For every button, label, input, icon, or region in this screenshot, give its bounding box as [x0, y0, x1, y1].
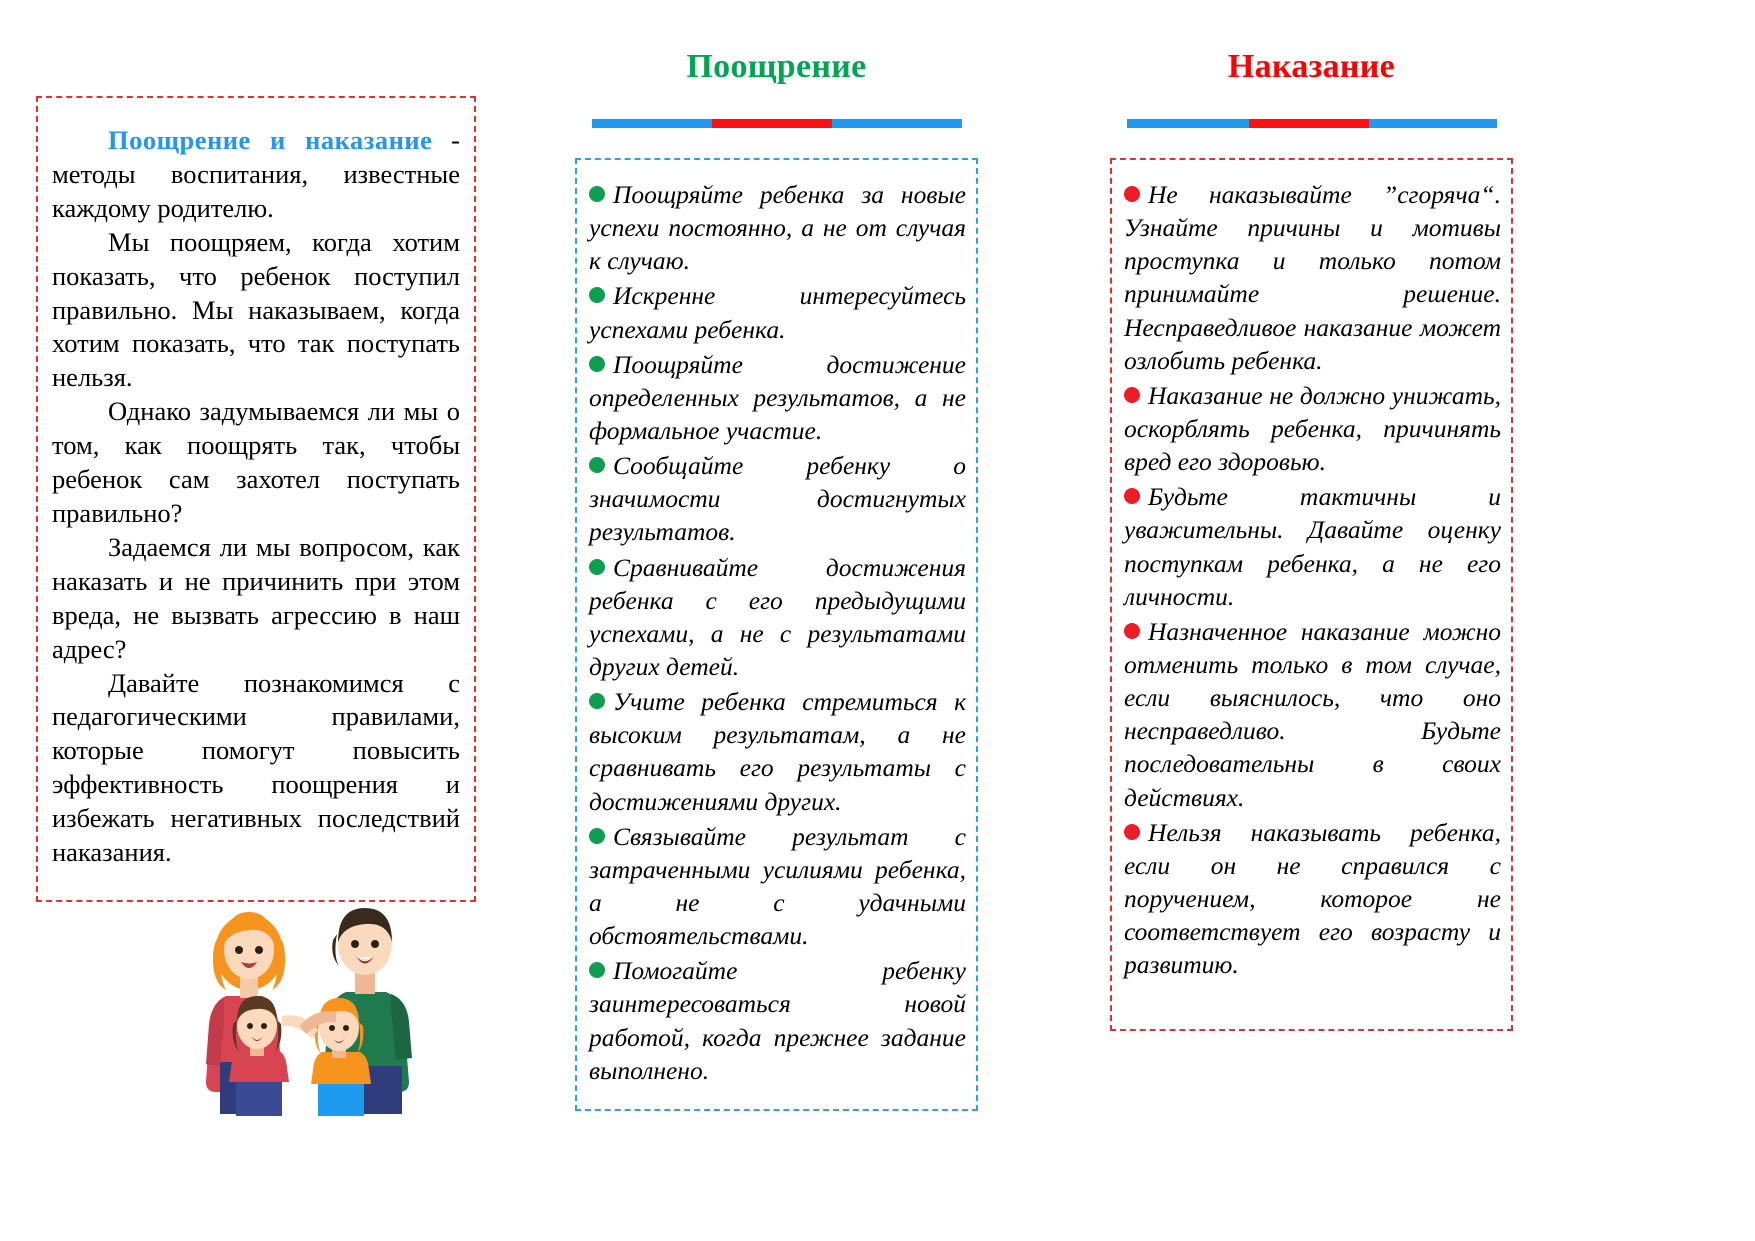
- bullet-dot-icon: [589, 457, 605, 473]
- divider-segment-blue-left: [592, 119, 712, 128]
- tip-text: Связывайте результат с затраченными усилиями ребенка, а не с удачными обстоятельствами.: [589, 821, 966, 951]
- tip-text: Поощряйте ребенка за новые успехи постоянно, а не от случая к случаю.: [589, 180, 966, 276]
- bullet-dot-icon: [1124, 824, 1140, 840]
- tip-item: [1124, 816, 1501, 982]
- tip-text: Помогайте ребенку заинтересоваться новой работой, когда прежнее задание выполнено.: [589, 956, 966, 1085]
- punishment-divider: [1127, 119, 1497, 128]
- intro-text-box: [36, 96, 476, 902]
- bullet-dot-icon: [589, 287, 605, 303]
- bullet-dot-icon: [589, 693, 605, 709]
- divider-segment-blue-right: [1369, 119, 1497, 128]
- encouragement-divider: [592, 119, 962, 128]
- tip-item: [1124, 615, 1501, 814]
- bullet-dot-icon: [1124, 387, 1140, 403]
- tip-item: [589, 279, 966, 345]
- encouragement-tips-box: [575, 158, 978, 1111]
- tip-item: [589, 820, 966, 953]
- tip-text: Поощряйте достижение определенных результатов, а не формальное участие.: [589, 349, 966, 445]
- tip-item: [1124, 178, 1501, 377]
- intro-paragraph-5: Давайте познакомимся с педагогическими правилами, которые помогут повысить эффективность поощрения и избежать негативных последствий наказания.: [52, 667, 460, 868]
- bullet-dot-icon: [1124, 186, 1140, 202]
- child-left-figure: [229, 996, 289, 1116]
- tip-item: [589, 178, 966, 277]
- tip-item: [589, 685, 966, 818]
- bullet-dot-icon: [1124, 488, 1140, 504]
- middle-column: [575, 158, 978, 1111]
- tip-text: Нельзя наказывать ребенка, если он не справился с поручением, которое не соответствует его возрасту и развитию.: [1124, 817, 1501, 980]
- bullet-dot-icon: [589, 962, 605, 978]
- divider-segment-red: [712, 119, 832, 128]
- divider-segment-blue-right: [832, 119, 962, 128]
- punishment-tips-box: [1110, 158, 1513, 1031]
- encouragement-header: [575, 48, 978, 128]
- tip-text: Назначенное наказание можно отменить только в том случае, если выяснилось, что оно несправедливо. Будьте последовательны в своих действиях.: [1124, 616, 1501, 812]
- tip-text: Искренне интересуйтесь успехами ребенка.: [589, 281, 966, 344]
- tip-item: [589, 551, 966, 684]
- tip-text: Учите ребенка стремиться к высоким результатам, а не сравнивать его результаты с достижениями других.: [589, 687, 966, 816]
- intro-paragraph-2: Мы поощряем, когда хотим показать, что ребенок поступил правильно. Мы наказываем, когда хотим показать, что так поступать нельзя.: [52, 226, 460, 393]
- bullet-dot-icon: [589, 559, 605, 575]
- tip-item: [589, 449, 966, 548]
- tip-item: [1124, 379, 1501, 478]
- punishment-title: Наказание: [1227, 48, 1396, 85]
- intro-paragraph-3: Однако задумываемся ли мы о том, как поощрять так, чтобы ребенок сам захотел поступать правильно?: [52, 396, 460, 528]
- tip-text: Сравнивайте достижения ребенка с его предыдущими успехами, а не с результатами других детей.: [589, 552, 966, 681]
- intro-paragraph-4: Задаемся ли мы вопросом, как наказать и не причинить при этом вреда, не вызвать агрессию в наш адрес?: [52, 531, 460, 664]
- left-column: [36, 96, 476, 902]
- tip-item: [589, 348, 966, 447]
- intro-lead-dash: -: [432, 125, 461, 155]
- punishment-header: [1110, 48, 1513, 128]
- encouragement-title: Поощрение: [686, 48, 867, 85]
- bullet-dot-icon: [1124, 623, 1140, 639]
- bullet-dot-icon: [589, 356, 605, 372]
- family-illustration: [186, 866, 476, 1116]
- tip-text: Не наказывайте ”сгоряча“. Узнайте причины и мотивы проступка и только потом принимайте решение. Несправедливое наказание может озлобить ребенка.: [1124, 180, 1501, 375]
- bullet-dot-icon: [589, 186, 605, 202]
- intro-paragraph-1: [52, 124, 460, 226]
- divider-segment-red: [1249, 119, 1369, 128]
- divider-segment-blue-left: [1127, 119, 1249, 128]
- tip-text: Наказание не должно унижать, оскорблять ребенка, причинять вред его здоровью.: [1124, 380, 1501, 477]
- tip-text: Будьте тактичны и уважительны. Давайте оценку поступкам ребенка, а не его личности.: [1124, 482, 1501, 611]
- tip-item: [589, 954, 966, 1087]
- tip-text: Сообщайте ребенку о значимости достигнутых результатов.: [589, 451, 966, 547]
- intro-paragraph-1-text: методы воспитания, известные каждому родителю.: [52, 158, 460, 223]
- right-column: [1110, 158, 1513, 1031]
- intro-lead-label: Поощрение и наказание: [108, 125, 433, 155]
- tip-item: [1124, 480, 1501, 613]
- bullet-dot-icon: [589, 828, 605, 844]
